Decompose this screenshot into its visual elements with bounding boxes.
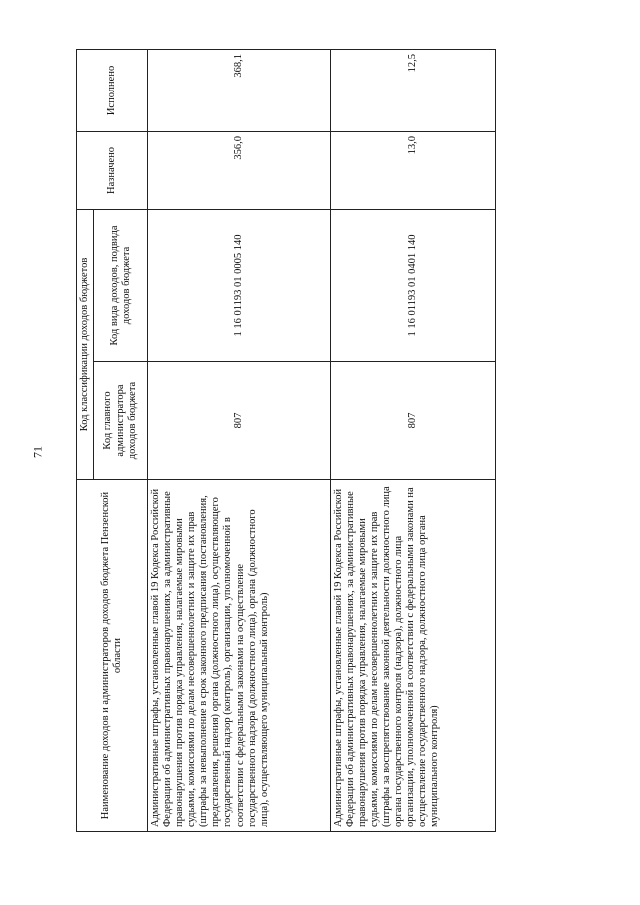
header-admin-code: Код главного администратора доходов бюджета [94,362,148,480]
table-row [148,49,331,831]
header-income-code: Код вида доходов, подвида доходов бюджета [94,209,148,361]
row-assigned: 356,0 [148,131,331,209]
header-executed: Исполнено [77,49,148,131]
row-assigned: 13,0 [330,131,495,209]
page-number: 71 [30,446,45,458]
revenue-table [76,49,496,832]
rotated-table-area [76,50,496,832]
row-income-code: 1 16 01193 01 0005 140 [148,209,331,361]
row-admin-code: 807 [330,362,495,480]
table-wrapper [76,50,496,832]
header-name: Наименование доходов и администраторов доходов бюджета Пензенской области [77,480,148,832]
row-name: Административные штрафы, установленные главой 19 Кодекса Российской Федерации об административных правонарушениях, за административные правонарушения против порядка управления, налагаемые мировыми судьями, комиссиями по делам несовершеннолетних и защите их прав (штрафы за невыполнение в срок законного предписания (постановления, представления, решения) органа (должностного лица), осуществляющего государственный надзор (контроль), организации, уполномоченной в соответствии с федеральными законами на осуществление государственного надзора (должностного лица), органа (должностного лица), осуществляющего муниципальный контроль) [148,480,331,832]
header-assigned: Назначено [77,131,148,209]
row-name: Административные штрафы, установленные главой 19 Кодекса Российской Федерации об административных правонарушениях, за административные правонарушения против порядка управления, налагаемые мировыми судьями, комиссиями по делам несовершеннолетних и защите их прав (штрафы за воспрепятствование законной деятельности должностного лица органа государственного контроля (надзора), должностного лица организации, уполномоченной в соответствии с федеральными законами на осуществление государственного надзора, должностного лица органа муниципального контроля) [330,480,495,832]
header-kbk-group: Код классификации доходов бюджетов [77,209,94,479]
row-executed: 368,1 [148,49,331,131]
row-admin-code: 807 [148,362,331,480]
table-row [330,49,495,831]
row-income-code: 1 16 01193 01 0401 140 [330,209,495,361]
row-executed: 12,5 [330,49,495,131]
